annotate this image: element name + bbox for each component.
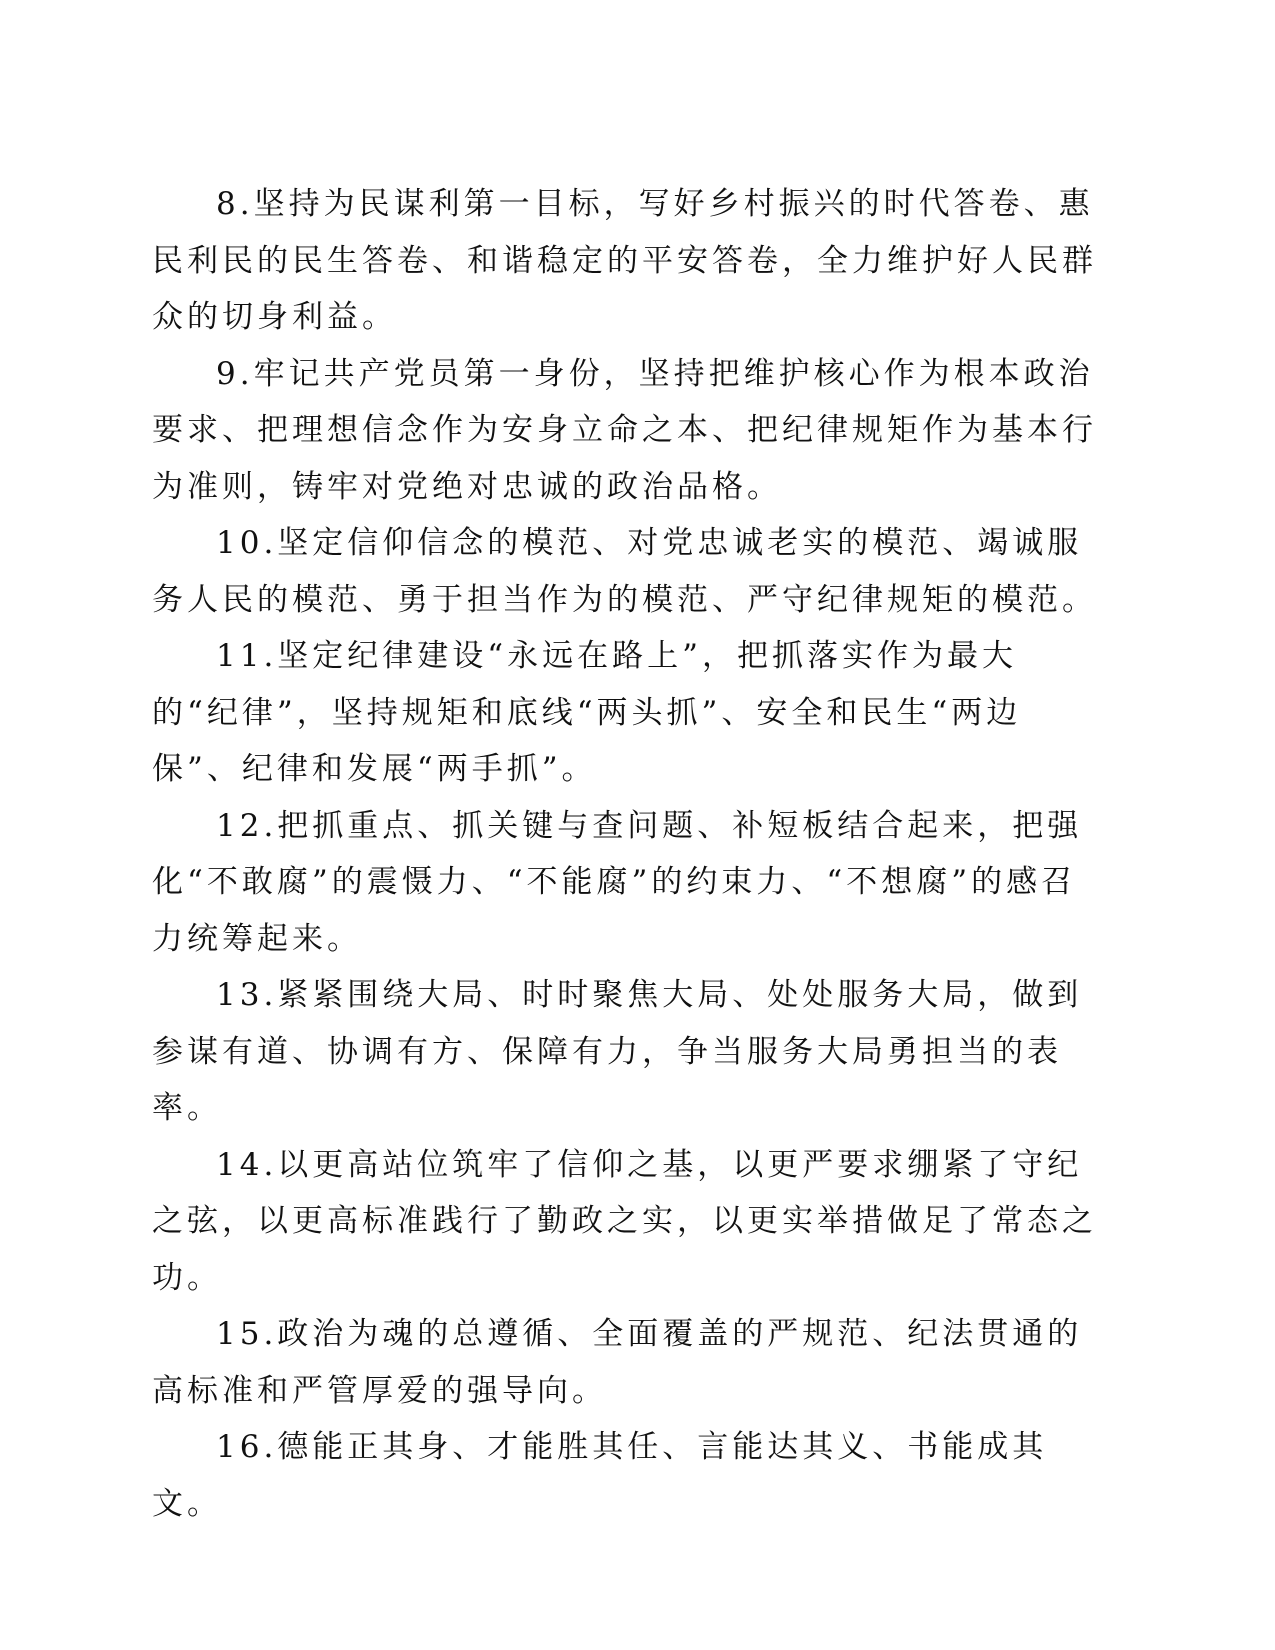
paragraph-8: 8.坚持为民谋利第一目标，写好乡村振兴的时代答卷、惠民利民的民生答卷、和谐稳定的平安答卷，全力维护好人民群众的切身利益。 [152, 186, 1097, 335]
document-body [152, 176, 1102, 1532]
paragraph-10: 10.坚定信仰信念的模范、对党忠诚老实的模范、竭诚服务人民的模范、勇于担当作为的模范、严守纪律规矩的模范。 [152, 525, 1097, 618]
paragraph-16: 16.德能正其身、才能胜其任、言能达其义、书能成其文。 [152, 1429, 1048, 1522]
paragraph-15: 15.政治为魂的总遵循、全面覆盖的严规范、纪法贯通的高标准和严管厚爱的强导向。 [152, 1316, 1083, 1409]
paragraph-11: 11.坚定纪律建设“永远在路上”，把抓落实作为最大的“纪律”，坚持规矩和底线“两头抓”、安全和民生“两边保”、纪律和发展“两手抓”。 [152, 638, 1022, 787]
paragraph-14: 14.以更高站位筑牢了信仰之基，以更严要求绷紧了守纪之弦，以更高标准践行了勤政之实，以更实举措做足了常态之功。 [152, 1146, 1097, 1296]
paragraph-12: 12.把抓重点、抓关键与查问题、补短板结合起来，把强化“不敢腐”的震慑力、“不能腐”的约束力、“不想腐”的感召力统筹起来。 [152, 807, 1083, 957]
paragraph-9: 9.牢记共产党员第一身份，坚持把维护核心作为根本政治要求、把理想信念作为安身立命之本、把纪律规矩作为基本行为准则，铸牢对党绝对忠诚的政治品格。 [152, 355, 1097, 505]
paragraph-13: 13.紧紧围绕大局、时时聚焦大局、处处服务大局，做到参谋有道、协调有方、保障有力，争当服务大局勇担当的表率。 [152, 977, 1083, 1126]
